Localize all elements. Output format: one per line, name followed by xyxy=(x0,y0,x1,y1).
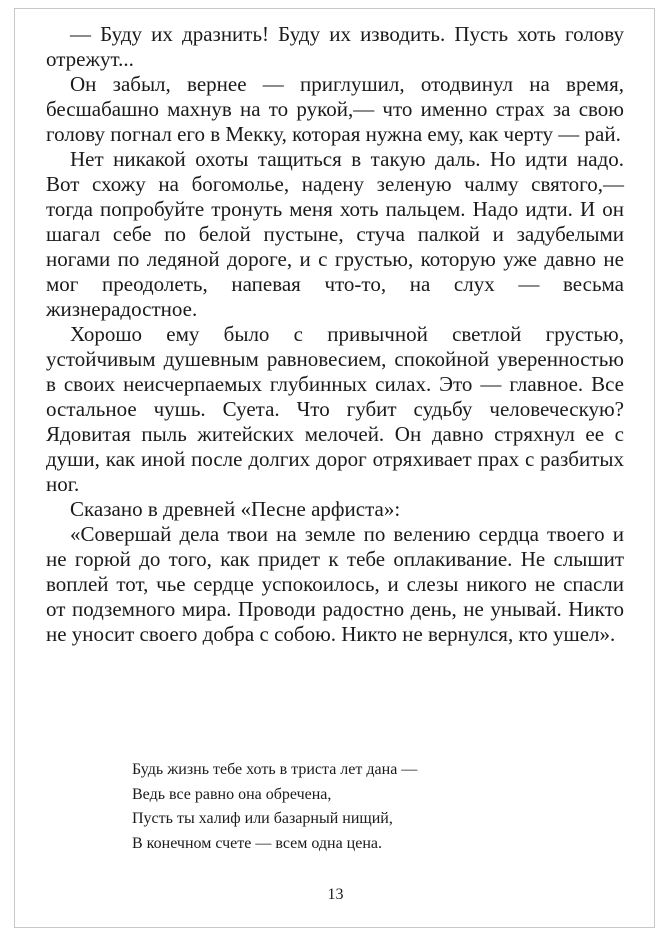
paragraph-1: — Буду их дразнить! Буду их изводить. Пусть хоть голову отрежут... xyxy=(46,22,624,71)
paragraph-2: Он забыл, вернее — приглушил, отодвинул на время, бесшабашно махнув на то рукой,— что именно страх за свою голову погнал его в Мекку, которая нужна ему, как черту — рай. xyxy=(46,72,624,146)
poem-line-3: Пусть ты халиф или базарный нищий, xyxy=(132,810,393,827)
poem-line-2: Ведь все равно она обречена, xyxy=(132,785,332,803)
page-number: 13 xyxy=(327,886,344,903)
poem-line-4: В конечном счете — всем одна цена. xyxy=(132,834,383,852)
paragraph-4: Хорошо ему было с привычной светлой грустью, устойчивым душевным равновесием, спокойной уверенностью в своих неисчерпаемых глубинных силах. Это — главное. Все остальное чушь. Суета. Что губит судьбу человеческую? Ядовитая пыль житейских мелочей. Он давно стряхнул ее с души, как иной после долгих дорог отряхивает прах с разбитых ног. xyxy=(46,322,624,496)
poem-block xyxy=(132,758,417,856)
poem-line-1: Будь жизнь тебе хоть в триста лет дана — xyxy=(132,761,418,778)
paragraph-3: Нет никакой охоты тащиться в такую даль. Но идти надо. Вот схожу на богомолье, надену зеленую чалму святого,— тогда попробуйте тронуть меня хоть пальцем. Надо идти. И он шагал себе по белой пустыне, стуча палкой и задубелыми ногами по ледяной дороге, и с грустью, которую уже давно не мог преодолеть, напевая что-то, на слух — весьма жизнерадостное. xyxy=(46,147,624,321)
paragraph-6: «Совершай дела твои на земле по велению сердца твоего и не горюй до того, как придет к тебе оплакивание. Не слышит воплей тот, чье сердце успокоилось, и слезы никого не спасли от подземного мира. Проводи радостно день, не унывай. Никто не уносит своего добра с собою. Никто не вернулся, кто ушел». xyxy=(46,522,624,646)
paragraph-5: Сказано в древней «Песне арфиста»: xyxy=(70,497,401,521)
prose-block xyxy=(46,22,624,647)
